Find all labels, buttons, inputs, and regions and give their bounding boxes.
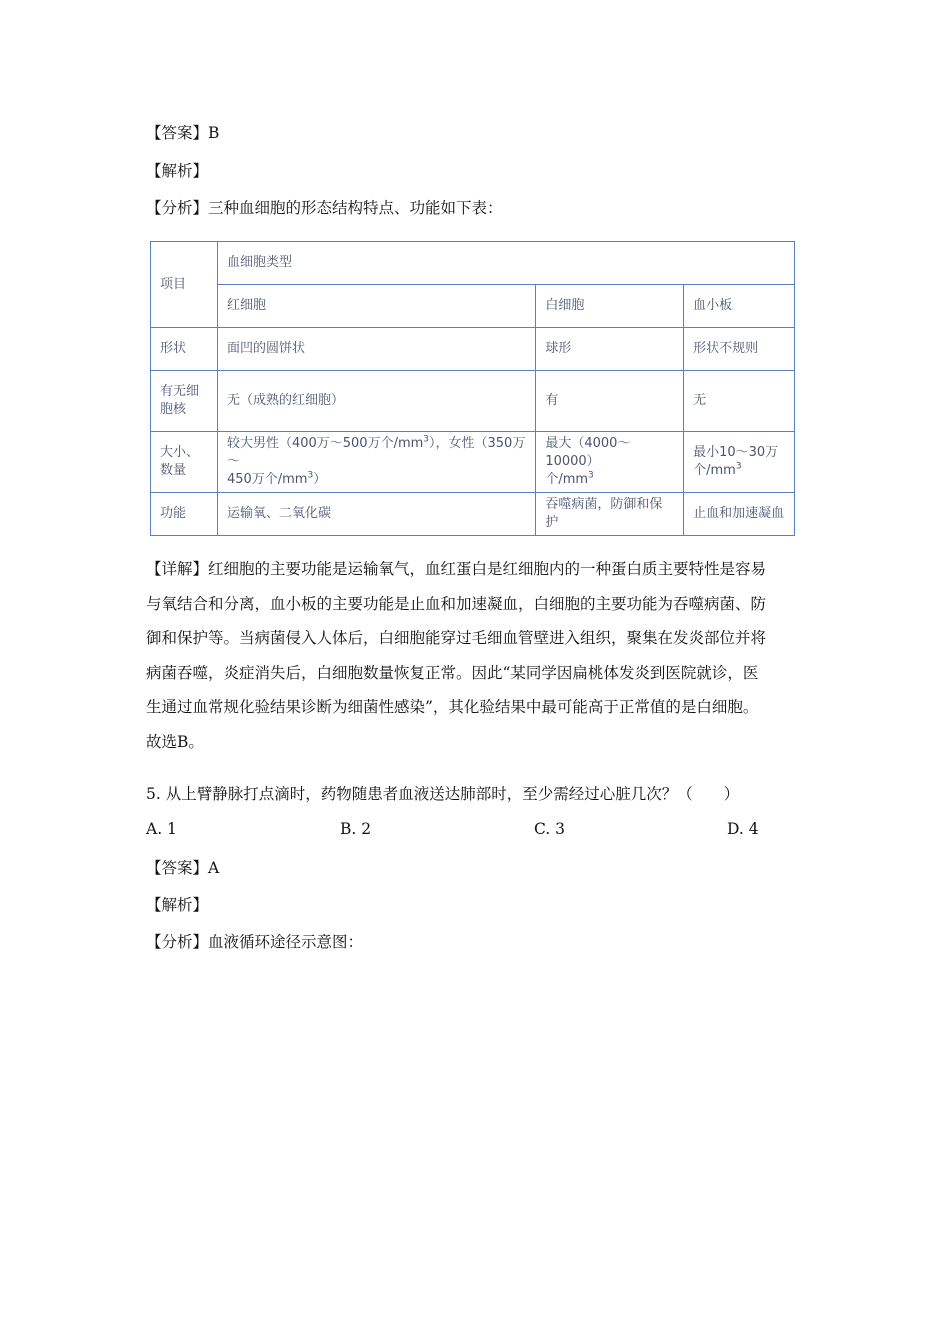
answer-tag: 【答案】 bbox=[146, 859, 209, 877]
cell-shape-plt: 形状不规则 bbox=[684, 328, 795, 371]
q4-detail-paragraph: 【详解】红细胞的主要功能是运输氧气，血红蛋白是红细胞内的一种蛋白质主要特性是容易 与氧结合和分离，血小板的主要功能是止血和加速凝血，白细胞的主要功能为吞噬病菌、防 御和保护等。当病菌侵入人体后，白细胞能穿过毛细血管壁进入组织，聚集在发炎部位并将 病菌吞噬，炎症消失后，白细胞数量恢复正常。因此“某同学因扁桃体发炎到医院就诊，医 生通过血常规化验结果诊断为细菌性感染”，其化验结果中最可能高于正常值的是白细胞。 故选B。 bbox=[146, 560, 767, 751]
cell-function-plt: 止血和加速凝血 bbox=[684, 493, 795, 536]
fenxi-text: 三种血细胞的形态结构特点、功能如下表： bbox=[208, 199, 503, 217]
table-row bbox=[151, 371, 795, 432]
table-row bbox=[151, 328, 795, 371]
blood-cell-table bbox=[150, 241, 795, 536]
option-a: A. 1 bbox=[146, 820, 177, 838]
option-b: B. 2 bbox=[340, 820, 372, 838]
cell-shape-wbc: 球形 bbox=[536, 328, 684, 371]
cell-nucleus-rbc: 无（成熟的红细胞） bbox=[217, 371, 535, 432]
cell-size-wbc: 最大（4000～10000） 个$/mm^3$ bbox=[536, 432, 684, 493]
q5-analysis-heading bbox=[146, 895, 208, 915]
q5-fenxi-line bbox=[146, 932, 363, 952]
cell-size-rbc: 较大男性（400万～500万个$/mm^3$），女性（350万～ 450万个$/mm^3$） bbox=[217, 432, 535, 493]
header-group-cell: 血细胞类型 bbox=[217, 242, 794, 285]
col-rbc-header: 红细胞 bbox=[217, 285, 535, 328]
table-row bbox=[151, 493, 795, 536]
q4-analysis-heading bbox=[146, 161, 208, 181]
col-plt-header: 血小板 bbox=[684, 285, 795, 328]
analysis-tag: 【解析】 bbox=[146, 162, 209, 180]
answer-value: B bbox=[208, 124, 220, 142]
answer-value: A bbox=[208, 859, 220, 877]
table-row bbox=[151, 285, 795, 328]
cell-function-rbc: 运输氧、二氧化碳 bbox=[217, 493, 535, 536]
answer-tag: 【答案】 bbox=[146, 124, 209, 142]
analysis-tag: 【解析】 bbox=[146, 896, 209, 914]
q4-fenxi-line bbox=[146, 198, 503, 218]
q5-question: 5. 从上臂静脉打点滴时，药物随患者血液送达肺部时，至少需经过心脏几次？（ ） bbox=[146, 785, 740, 803]
row-label-shape: 形状 bbox=[151, 328, 218, 371]
table-row bbox=[151, 242, 795, 285]
row-label-function: 功能 bbox=[151, 493, 218, 536]
row-label-size: 大小、 数量 bbox=[151, 432, 218, 493]
fenxi-tag: 【分析】 bbox=[146, 199, 209, 217]
cell-shape-rbc: 面凹的圆饼状 bbox=[217, 328, 535, 371]
option-c: C. 3 bbox=[534, 820, 566, 838]
fenxi-tag: 【分析】 bbox=[146, 933, 209, 951]
detail-tag: 【详解】 bbox=[146, 560, 209, 578]
cell-function-wbc: 吞噬病菌，防御和保护 bbox=[536, 493, 684, 536]
cell-nucleus-plt: 无 bbox=[684, 371, 795, 432]
q5-options bbox=[146, 820, 810, 842]
header-item-cell: 项目 bbox=[151, 242, 218, 328]
fenxi-text: 血液循环途径示意图： bbox=[208, 933, 364, 951]
q5-answer-line bbox=[146, 858, 219, 878]
cell-size-plt: 最小10～30万 个$/mm^3$ bbox=[684, 432, 795, 493]
cell-nucleus-wbc: 有 bbox=[536, 371, 684, 432]
q4-answer-line bbox=[146, 123, 219, 143]
row-label-nucleus: 有无细 胞核 bbox=[151, 371, 218, 432]
table-row bbox=[151, 432, 795, 493]
option-d: D. 4 bbox=[727, 820, 759, 838]
col-wbc-header: 白细胞 bbox=[536, 285, 684, 328]
